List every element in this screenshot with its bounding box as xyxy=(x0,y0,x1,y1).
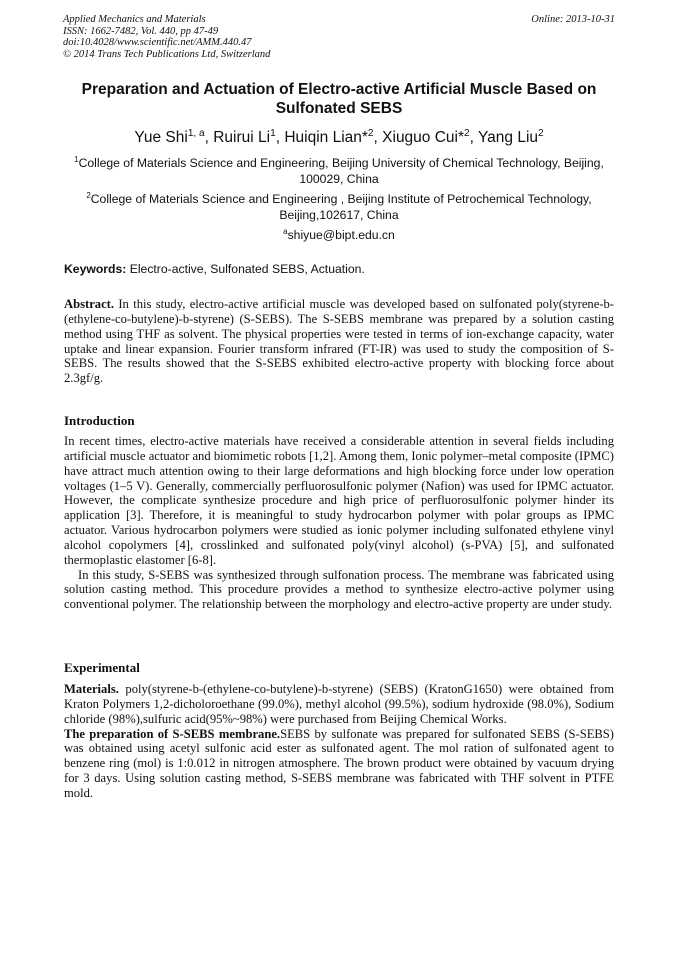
keywords-text: Electro-active, Sulfonated SEBS, Actuation. xyxy=(129,262,365,276)
materials-paragraph: Materials. poly(styrene-b-(ethylene-co-butylene)-b-styrene) (SEBS) (KratonG1650) were obtained from Kraton Polymers 1,2-dicholoroethane (99.0%), methyl alcohol (99.5%), sodium hydroxide (98.0%), Sodium chloride (98%),sulfuric acid(95%~98%) were purchased from Beijing Chemical Works. xyxy=(64,682,614,726)
author-email: $^a$shiyue@bipt.edu.cn xyxy=(283,226,395,242)
preparation-paragraph: The preparation of S-SEBS membrane.SEBS by sulfonate was prepared for sulfonated SEBS (S-SEBS) was obtained using acetyl sulfonic acid ester as sulfonated agent. The mol ration of sulfonated agent to benzene ring (mol) is 1:0.012 in nitrogen atmosphere. The brown product were obtained by vacuum drying for 3 days. Using solution casting method, S-SEBS membrane was fabricated with THF solvent in PTFE mold. xyxy=(64,726,614,800)
issn-line: ISSN: 1662-7482, Vol. 440, pp 47-49 xyxy=(63,25,219,37)
experimental-heading: Experimental xyxy=(64,660,140,675)
introduction-body xyxy=(64,434,614,612)
experimental-body xyxy=(64,682,614,801)
paragraph: In this study, S-SEBS was synthesized through sulfonation process. The membrane was fabricated using solution casting method. This procedure provides a method to synthesize electro-active polymer using conventional polymer. The relationship between the morphology and electro-active property are under study. xyxy=(64,567,614,612)
abstract xyxy=(64,297,614,386)
online-date: Online: 2013-10-31 xyxy=(531,14,615,25)
abstract-text: In this study, electro-active artificial muscle was developed based on sulfonated poly(styrene-b-(ethylene-co-butylene)-b-styrene) (S-SEBS). The S-SEBS membrane was prepared by a solution casting method using THF as solvent. The physical properties were tested in terms of ion-exchange capacity, water uptake and linear expansion. Fourier transform infrared (FT-IR) was used to study the composition of S-SEBS. The results showed that the S-SEBS exhibited electro-active property with blocking force about 2.3gf/g. xyxy=(64,297,614,386)
affiliation-2: $^2$College of Materials Science and Engineering , Beijing Institute of Petrochemical Technology, Beijing,102617, China xyxy=(86,190,592,222)
author: Xiuguo Cui*$^2$, xyxy=(382,127,478,146)
author: Ruirui Li$^1$, xyxy=(213,127,285,146)
author: Huiqin Lian*$^2$, xyxy=(284,127,383,146)
journal-header xyxy=(63,14,615,60)
author-list xyxy=(64,128,614,148)
affiliation-1: $^1$College of Materials Science and Engineering, Beijing University of Chemical Technology, Beijing, 100029, China xyxy=(74,154,604,186)
keywords-label: Keywords: xyxy=(64,262,127,276)
introduction-heading: Introduction xyxy=(64,413,135,428)
copyright-line: © 2014 Trans Tech Publications Ltd, Switzerland xyxy=(63,48,271,60)
author: Yue Shi$^{1, a}$, xyxy=(134,127,214,146)
paragraph: In recent times, electro-active materials have received a considerable attention in several fields including artificial muscle actuator and biomimetic robots [1,2]. Among them, Ionic polymer–metal composite (IPMC) have attract much attention owing to their large deformations and high blocking force under low operation voltages (1–5 V). Generally, commercially perfluorosulfonic polymer (Nafion) was used for IPMC actuator. However, the complicate synthesize procedure and high price of perfluorosulfonic polymer hinder its application [3]. Therefore, it is meaningful to study hydrocarbon polymer with polar groups as IPMC actuator. Various hydrocarbon polymers were studied as ionic polymer including sulfonated ethylene vinyl alcohol copolymers [4], crosslinked and sulfonated poly(vinyl alcohol) (s-PVA) [5], and sulfonated thermoplastic elastomer [6-8]. xyxy=(64,434,614,567)
paper-title: Preparation and Actuation of Electro-active Artificial Muscle Based on Sulfonated SEBS xyxy=(81,81,597,117)
author: Yang Liu$^2$ xyxy=(477,127,544,146)
abstract-label: Abstract. xyxy=(64,297,115,311)
doi-line: doi:10.4028/www.scientific.net/AMM.440.47 xyxy=(63,37,252,49)
journal-name: Applied Mechanics and Materials xyxy=(63,14,206,25)
keywords xyxy=(64,262,614,277)
